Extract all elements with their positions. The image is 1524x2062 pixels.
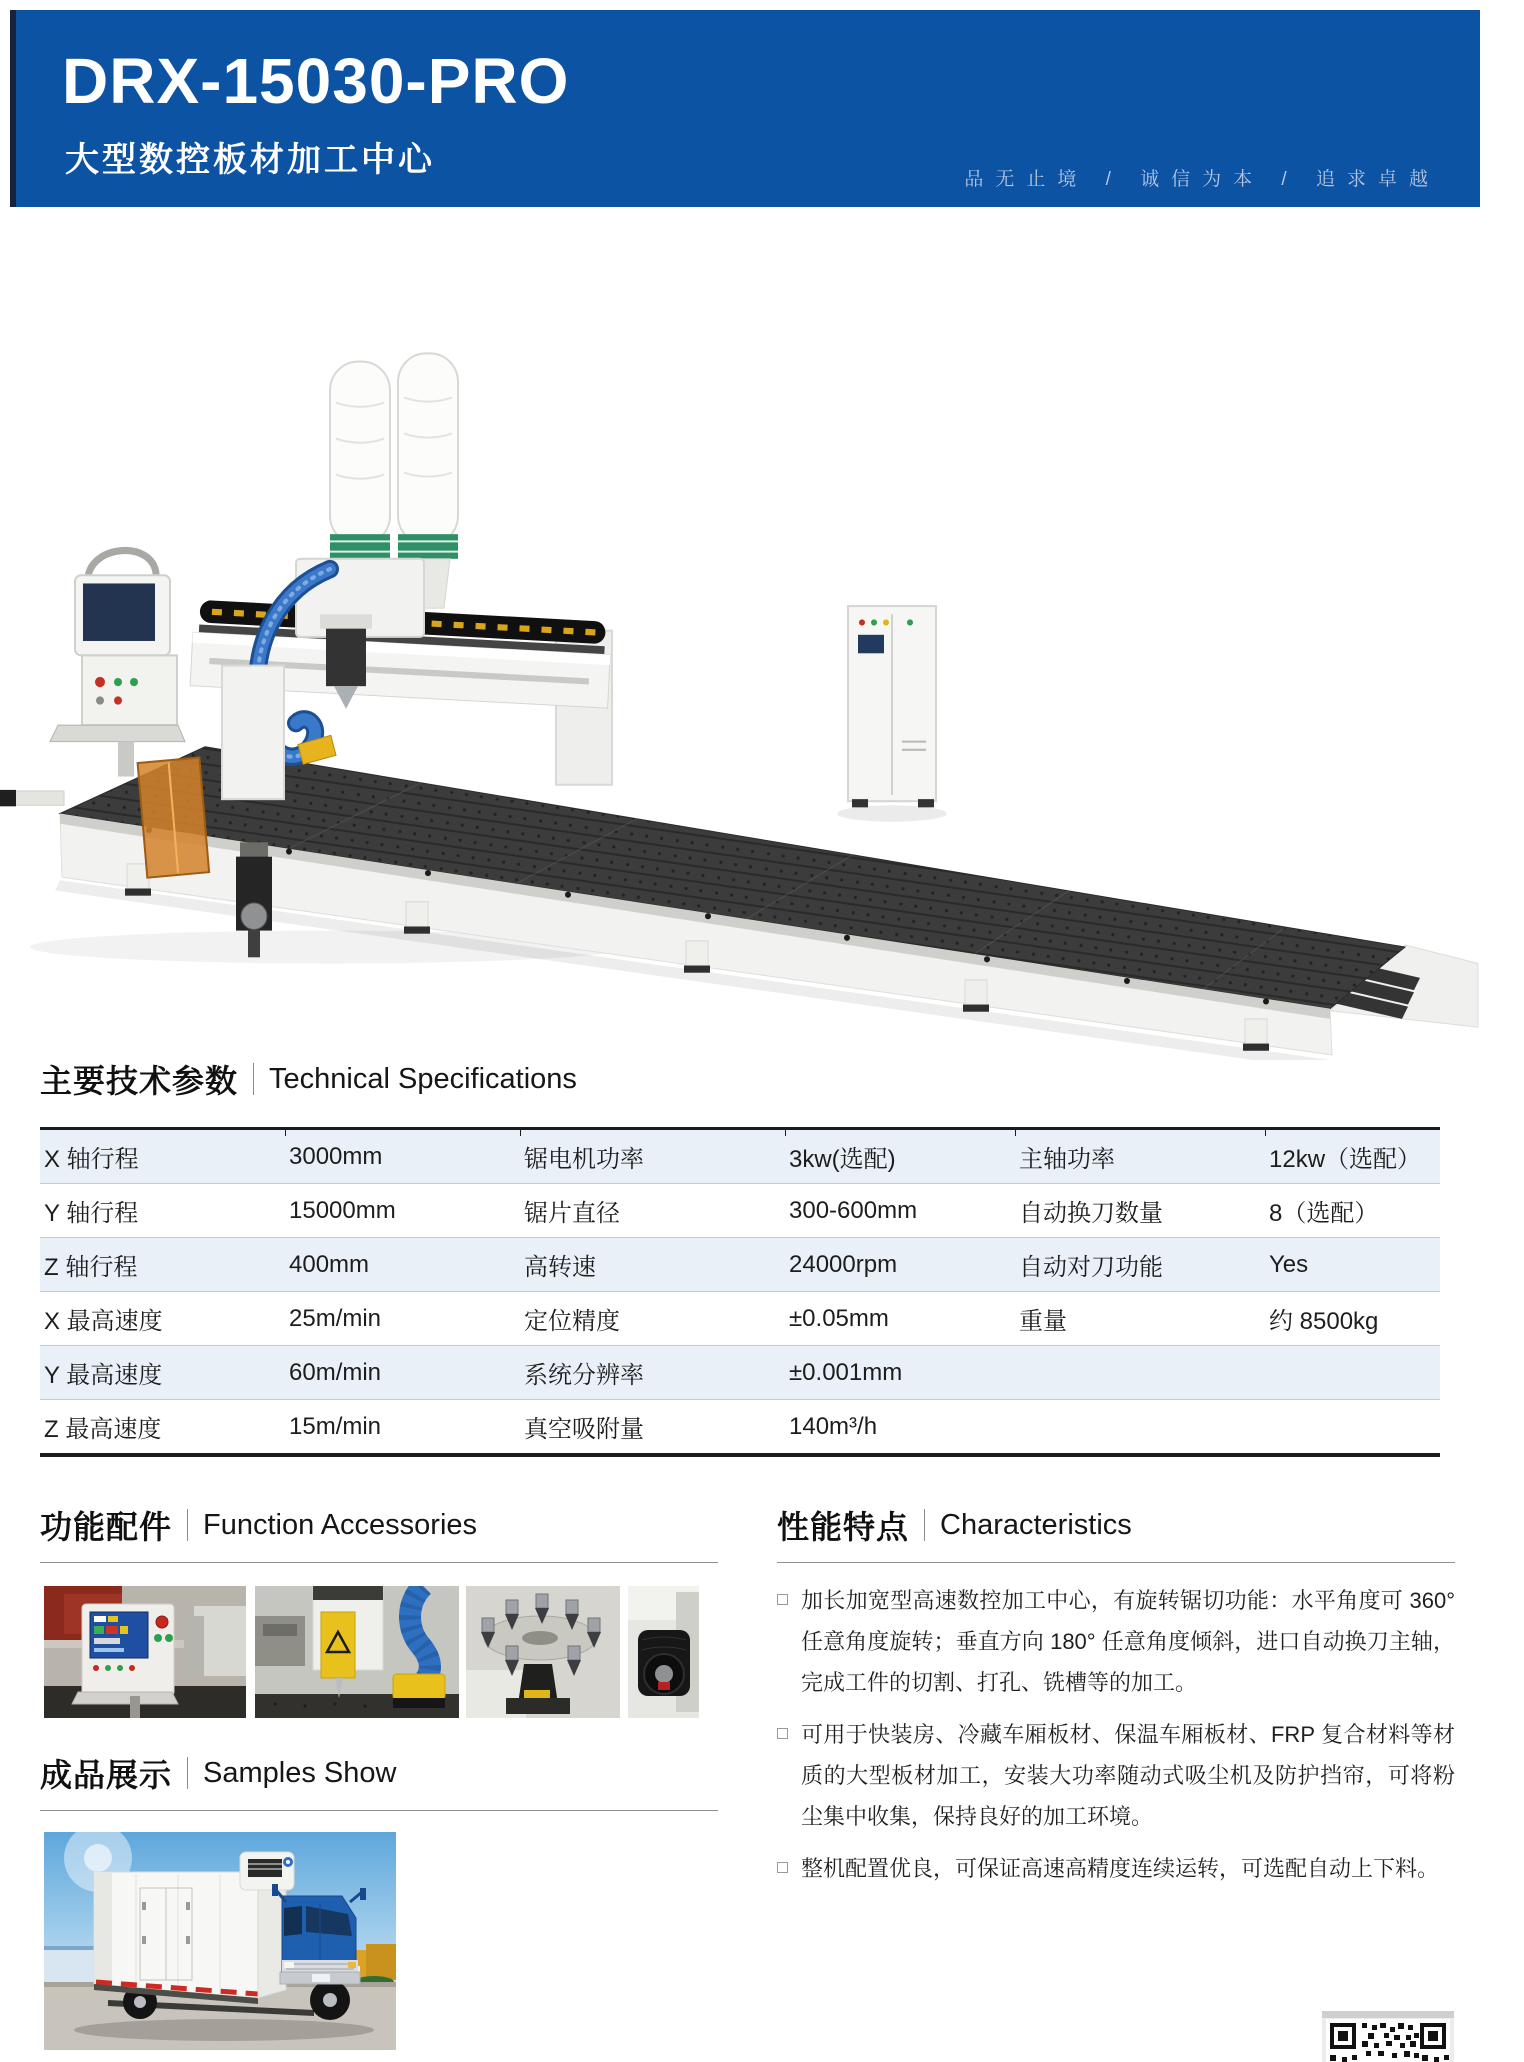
refrigerated-box-truck-photo bbox=[44, 1832, 396, 2050]
heading-divider bbox=[924, 1509, 925, 1541]
spec-label: Z 轴行程 bbox=[44, 1254, 138, 1281]
characteristic-text: 整机配置优良，可保证高速高精度连续运转，可选配自动上下料。 bbox=[801, 1856, 1440, 1881]
square-bullet-icon bbox=[777, 1728, 788, 1739]
spec-value: 25m/min bbox=[289, 1304, 382, 1332]
spec-label: 锯片直径 bbox=[524, 1200, 620, 1227]
spec-value: ±0.001mm bbox=[789, 1358, 903, 1386]
column-tick bbox=[285, 1130, 286, 1136]
cnc-machine-photo bbox=[0, 300, 1524, 1060]
characteristics-heading-zh: 性能特点 bbox=[777, 1509, 910, 1545]
brand-slogan: 品无止境 / 诚信为本 / 追求卓越 bbox=[964, 169, 1440, 190]
column-tick bbox=[785, 1130, 786, 1136]
spec-label: 锯电机功率 bbox=[524, 1146, 644, 1173]
specs-table bbox=[40, 1127, 1440, 1457]
spec-label: Y 最高速度 bbox=[44, 1362, 163, 1389]
spec-label: Y 轴行程 bbox=[44, 1200, 139, 1227]
characteristic-text: 可用于快装房、冷藏车厢板材、保温车厢板材、FRP 复合材料等材质的大型板材加工，安装大功率随动式吸尘机及防护挡帘，可将粉尘集中收集，保持良好的加工环境。 bbox=[801, 1722, 1455, 1829]
characteristic-item bbox=[777, 1580, 1455, 1703]
spec-label: 自动对刀功能 bbox=[1019, 1254, 1163, 1281]
heading-divider bbox=[187, 1757, 188, 1789]
accessories-heading bbox=[40, 1502, 718, 1563]
product-model-title: DRX-15030-PRO bbox=[62, 45, 570, 117]
characteristics-heading bbox=[777, 1502, 1455, 1563]
spec-row bbox=[40, 1346, 1440, 1400]
spec-value: 3kw(选配) bbox=[789, 1146, 896, 1173]
spec-value: 15000mm bbox=[289, 1196, 396, 1224]
spec-value: 60m/min bbox=[289, 1358, 382, 1386]
orange-shield bbox=[138, 758, 210, 878]
column-tick bbox=[520, 1130, 521, 1136]
spec-label: 主轴功率 bbox=[1019, 1146, 1115, 1173]
specs-heading-en: Technical Specifications bbox=[269, 1062, 577, 1095]
product-subtitle: 大型数控板材加工中心 bbox=[65, 141, 435, 179]
keyboard bbox=[50, 725, 185, 741]
spec-value: 15m/min bbox=[289, 1412, 382, 1440]
characteristic-text: 加长加宽型高速数控加工中心，有旋转锯切功能：水平角度可 360° 任意角度旋转；垂直方向 180° 任意角度倾斜，进口自动换刀主轴，完成工件的切割、打孔、铣槽等的加工。 bbox=[801, 1588, 1455, 1695]
header-banner bbox=[16, 10, 1480, 207]
spindle-dust-hose-photo bbox=[255, 1586, 459, 1718]
spec-row bbox=[40, 1184, 1440, 1238]
accessories-heading-zh: 功能配件 bbox=[40, 1509, 173, 1545]
accessories-heading-en: Function Accessories bbox=[203, 1508, 478, 1541]
spec-value: 8（选配） bbox=[1269, 1200, 1379, 1227]
spec-value: 3000mm bbox=[289, 1142, 383, 1170]
spec-row bbox=[40, 1238, 1440, 1292]
control-panel-console-photo bbox=[44, 1586, 246, 1718]
characteristic-item bbox=[777, 1714, 1455, 1837]
auto-tool-changer-carousel-photo bbox=[466, 1586, 620, 1718]
heading-divider bbox=[253, 1063, 254, 1095]
heading-divider bbox=[187, 1509, 188, 1541]
spec-value: 300-600mm bbox=[789, 1196, 918, 1224]
spec-value: 约 8500kg bbox=[1269, 1308, 1379, 1335]
samples-heading-en: Samples Show bbox=[203, 1756, 397, 1789]
spec-value: ±0.05mm bbox=[789, 1304, 889, 1332]
spec-label: 真空吸附量 bbox=[524, 1416, 644, 1443]
spec-label: Z 最高速度 bbox=[44, 1416, 162, 1443]
saw-motor-unit-photo bbox=[628, 1586, 699, 1718]
samples-heading-zh: 成品展示 bbox=[40, 1757, 173, 1793]
spec-label: X 最高速度 bbox=[44, 1308, 163, 1335]
spec-label: X 轴行程 bbox=[44, 1146, 139, 1173]
spec-row bbox=[40, 1292, 1440, 1346]
spec-label: 自动换刀数量 bbox=[1019, 1200, 1163, 1227]
gantry-front-column bbox=[222, 666, 284, 800]
column-tick bbox=[1015, 1130, 1016, 1136]
square-bullet-icon bbox=[777, 1862, 788, 1873]
characteristic-item bbox=[777, 1848, 1455, 1889]
spec-value: 400mm bbox=[289, 1250, 370, 1278]
specs-heading-zh: 主要技术参数 bbox=[40, 1063, 239, 1099]
spec-label: 高转速 bbox=[524, 1254, 596, 1281]
spec-label: 重量 bbox=[1019, 1308, 1067, 1335]
spec-label: 系统分辨率 bbox=[524, 1362, 644, 1389]
operator-station bbox=[50, 550, 185, 776]
square-bullet-icon bbox=[777, 1594, 788, 1605]
spindle bbox=[326, 629, 366, 687]
control-cabinet bbox=[848, 606, 936, 807]
characteristics-list bbox=[777, 1580, 1455, 1900]
spec-value: 140m³/h bbox=[789, 1412, 878, 1440]
spec-value: 12kw（选配） bbox=[1269, 1146, 1422, 1173]
samples-heading bbox=[40, 1750, 718, 1811]
specs-heading bbox=[40, 1056, 577, 1102]
spec-value: Yes bbox=[1269, 1250, 1309, 1278]
characteristics-heading-en: Characteristics bbox=[940, 1508, 1132, 1541]
spec-row bbox=[40, 1400, 1440, 1453]
spec-label: 定位精度 bbox=[524, 1308, 620, 1335]
column-tick bbox=[1265, 1130, 1266, 1136]
spec-row bbox=[40, 1130, 1440, 1184]
qr-code bbox=[1322, 2011, 1454, 2062]
spec-value: 24000rpm bbox=[789, 1250, 898, 1278]
